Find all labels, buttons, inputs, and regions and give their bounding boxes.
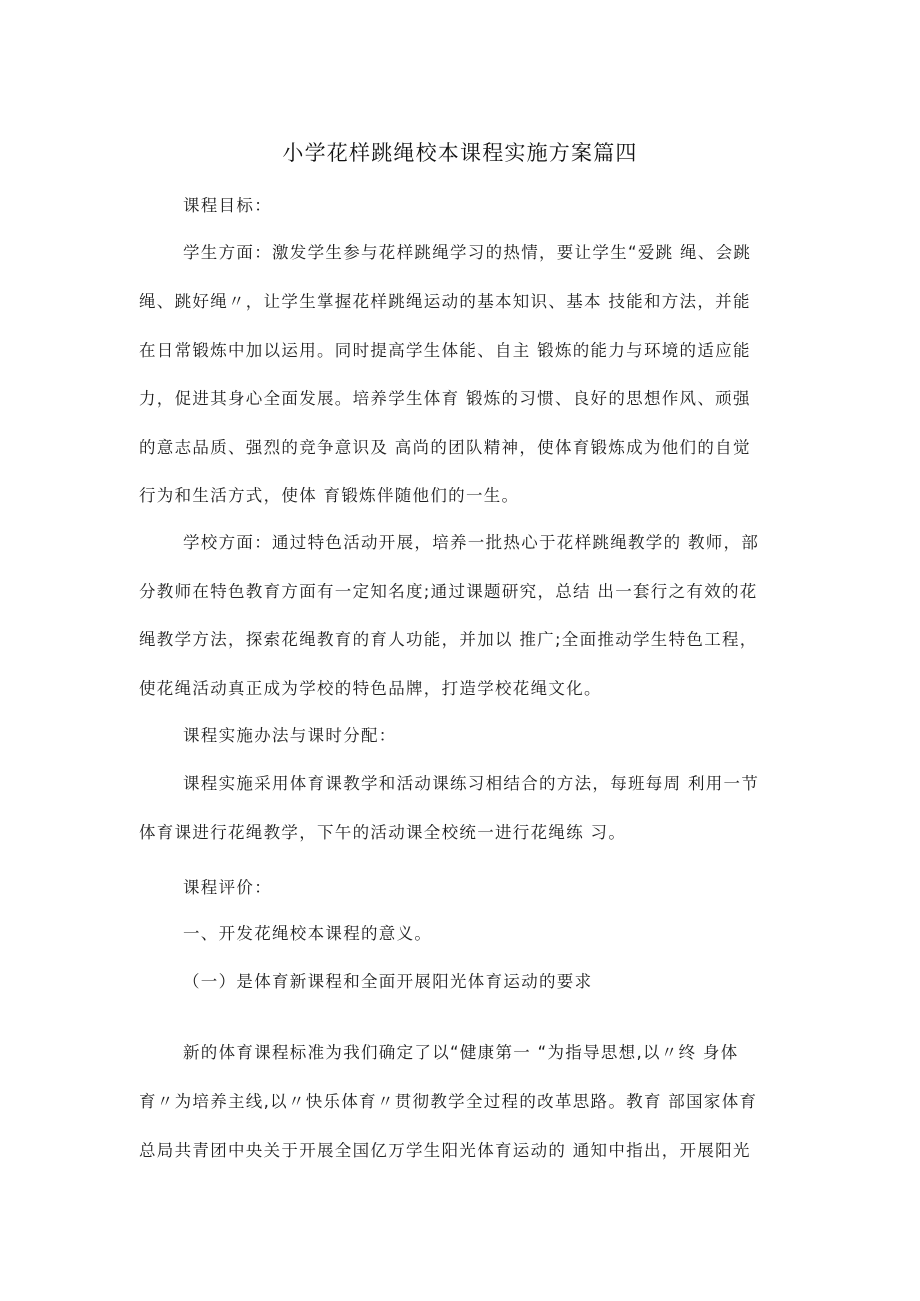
paragraph-line: 学校方面：通过特色活动开展，培养一批热心于花样跳绳教学的 教师，部	[183, 533, 760, 552]
subsection-heading-1: （一）是体育新课程和全面开展阳光体育运动的要求	[183, 972, 593, 991]
document-title: 小学花样跳绳校本课程实施方案篇四	[282, 141, 638, 165]
paragraph-line: 体育课进行花绳教学，下午的活动课全校统一进行花绳练 习。	[139, 823, 627, 842]
heading-course-goals: 课程目标：	[183, 196, 272, 215]
section-heading-1: 一、开发花绳校本课程的意义。	[183, 924, 433, 943]
paragraph-line: 总局共青团中央关于开展全国亿万学生阳光体育运动的 通知中指出，开展阳光	[139, 1141, 751, 1160]
paragraph-line: 新的体育课程标准为我们确定了以“健康第一 “为指导思想,以〃终 身体	[183, 1043, 739, 1062]
heading-implementation: 课程实施办法与课时分配：	[183, 726, 397, 745]
paragraph-line: 行为和生活方式，使体 育锻炼伴随他们的一生。	[139, 486, 520, 505]
paragraph-line: 课程实施采用体育课教学和活动课练习相结合的方法，每班每周 利用一节	[183, 774, 760, 793]
paragraph-line: 力，促进其身心全面发展。培养学生体育 锻炼的习惯、良好的思想作风、顽强	[139, 389, 751, 408]
paragraph-line: 的意志品质、强烈的竞争意识及 高尚的团队精神，使体育锻炼成为他们的自觉	[139, 438, 751, 457]
paragraph-line: 在日常锻炼中加以运用。同时提高学生体能、自主 锻炼的能力与环境的适应能	[139, 341, 751, 360]
heading-evaluation: 课程评价：	[183, 878, 272, 897]
paragraph-line: 学生方面：激发学生参与花样跳绳学习的热情，要让学生“爱跳 绳、会跳	[183, 243, 752, 262]
paragraph-line: 使花绳活动真正成为学校的特色品牌，打造学校花绳文化。	[139, 679, 602, 698]
paragraph-line: 分教师在特色教育方面有一定知名度;通过课题研究，总结 出一套行之有效的花	[139, 582, 758, 601]
paragraph-line: 育〃为培养主线,以〃快乐体育〃贯彻教学全过程的改革思路。教育 部国家体育	[139, 1092, 758, 1111]
paragraph-line: 绳教学方法，探索花绳教育的育人功能，并加以 推广;全面推动学生特色工程，	[139, 630, 758, 649]
paragraph-line: 绳、跳好绳〃，让学生掌握花样跳绳运动的基本知识、基本 技能和方法，并能	[139, 292, 751, 311]
